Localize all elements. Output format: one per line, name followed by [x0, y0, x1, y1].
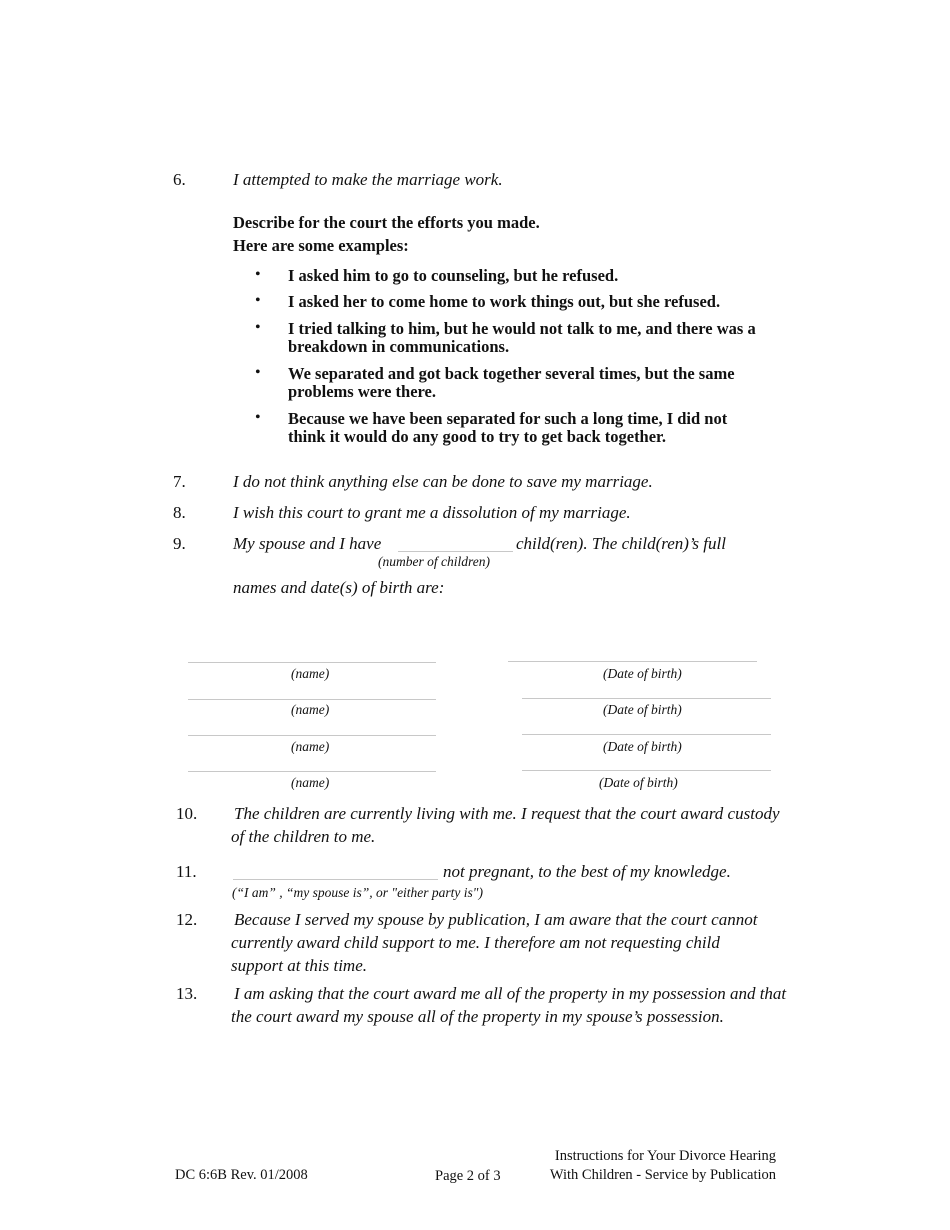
name-caption: (name)	[291, 775, 330, 790]
item-12-number: 12.	[176, 910, 198, 929]
item-9-text-before: My spouse and I have	[233, 534, 382, 553]
child-name-blank[interactable]	[188, 699, 436, 700]
item-11-number: 11.	[176, 862, 197, 881]
child-dob-blank[interactable]	[522, 698, 771, 699]
page-number: Page 2 of 3	[435, 1168, 501, 1184]
example-item: We separated and got back together several times, but the same problems were there.	[288, 364, 735, 401]
footer-title-line-2: With Children - Service by Publication	[549, 1167, 776, 1183]
item-7-text: I do not think anything else can be done to save my marriage.	[233, 472, 653, 491]
bullet-icon: •	[255, 319, 261, 336]
child-name-blank[interactable]	[188, 662, 436, 663]
item-9-continuation: names and date(s) of birth are:	[233, 578, 445, 597]
dob-caption: (Date of birth)	[603, 666, 682, 681]
bullet-icon: •	[255, 292, 261, 309]
form-id: DC 6:6B Rev. 01/2008	[175, 1167, 308, 1183]
item-9-number: 9.	[173, 534, 186, 553]
item-13-number: 13.	[176, 984, 198, 1003]
bullet-icon: •	[255, 364, 261, 381]
name-caption: (name)	[291, 739, 330, 754]
name-caption: (name)	[291, 666, 330, 681]
item-12-text: Because I served my spouse by publication, I am aware that the court cannot currently award child support to me. I therefore am not requesting child support at this time.	[231, 910, 758, 975]
number-of-children-blank[interactable]	[398, 551, 513, 552]
child-dob-blank[interactable]	[508, 661, 757, 662]
dob-caption: (Date of birth)	[599, 775, 678, 790]
item-11-text: not pregnant, to the best of my knowledge.	[443, 862, 731, 881]
child-name-blank[interactable]	[188, 771, 436, 772]
instruction-line-2: Here are some examples:	[233, 236, 409, 255]
number-of-children-caption: (number of children)	[378, 554, 490, 569]
item-10-number: 10.	[176, 804, 198, 823]
item-13-text: I am asking that the court award me all of the property in my possession and that the court award my spouse all of the property in my spouse’s possession.	[231, 984, 787, 1026]
pregnancy-status-blank[interactable]	[233, 879, 438, 880]
child-dob-blank[interactable]	[522, 770, 771, 771]
example-item: Because we have been separated for such a long time, I did not think it would do any good to try to get back together.	[288, 409, 728, 446]
bullet-icon: •	[255, 409, 261, 426]
item-8-number: 8.	[173, 503, 186, 522]
item-6-text: I attempted to make the marriage work.	[233, 170, 503, 189]
child-dob-blank[interactable]	[522, 734, 771, 735]
footer-title-line-1: Instructions for Your Divorce Hearing	[554, 1148, 776, 1164]
name-caption: (name)	[291, 702, 330, 717]
item-8-text: I wish this court to grant me a dissolution of my marriage.	[233, 503, 631, 522]
instruction-line-1: Describe for the court the efforts you made.	[233, 213, 540, 232]
example-item: I asked her to come home to work things out, but she refused.	[288, 292, 721, 311]
dob-caption: (Date of birth)	[603, 739, 682, 754]
item-9-text-after: child(ren). The child(ren)’s full	[516, 534, 726, 553]
item-10-text: The children are currently living with me. I request that the court award custody of the children to me.	[231, 804, 780, 846]
item-6-number: 6.	[173, 170, 186, 189]
example-item: I asked him to go to counseling, but he refused.	[288, 266, 619, 285]
item-7-number: 7.	[173, 472, 186, 491]
pregnancy-status-caption: (“I am” , “my spouse is”, or "either party is")	[232, 885, 483, 900]
bullet-icon: •	[255, 266, 261, 283]
example-item: I tried talking to him, but he would not talk to me, and there was a breakdown in communications.	[288, 319, 756, 356]
dob-caption: (Date of birth)	[603, 702, 682, 717]
child-name-blank[interactable]	[188, 735, 436, 736]
